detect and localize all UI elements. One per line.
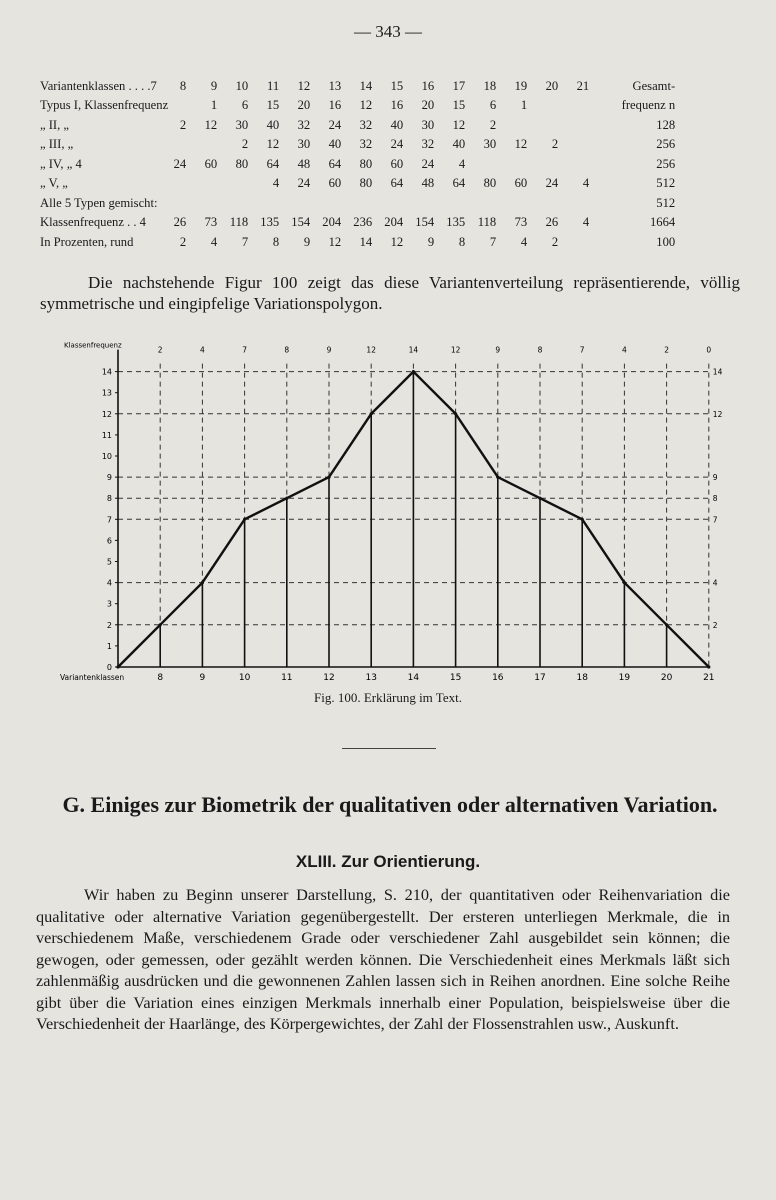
right-value-label: 9 <box>712 473 718 483</box>
table-cell: 64 <box>390 176 404 190</box>
table-cell: 8 <box>272 234 280 249</box>
top-value-label: 12 <box>366 345 376 355</box>
table-cell <box>168 133 186 153</box>
table-cell: 24 <box>545 176 559 190</box>
table-cell: 16 <box>390 98 404 112</box>
top-value-label: 4 <box>200 345 205 355</box>
table-cell: 7 <box>241 234 249 249</box>
table-cell <box>558 113 589 133</box>
table-cell: 14 <box>359 78 373 93</box>
intro-text: Die nachstehende Figur 100 zeigt das diese Variantenverteilung repräsentierende, völlig symmetrische und eingipfelige Variationspolygon. <box>40 273 740 313</box>
table-cell: 80 <box>359 156 373 171</box>
table-cell: 9 <box>427 234 435 249</box>
table-cell: 40 <box>452 137 466 151</box>
body-text: Wir haben zu Beginn unserer Darstellung, S. 210, der quantitativen oder Reihenvariation die qualitative oder alternative Variation gegenübergestellt. Der ersteren unterliegen Merkmale, die in verschiedenem Maße, verschiedenem Grade oder verschiedener Zahl ausgebildet sein können; die gewogen, oder gemessen, oder gezählt werden können. Die Verschiedenheit eines Merkmals läßt sich zahlenmäßig ausdrücken und die gewonnenen Zahlen lassen sich in Reihen anordnen. Eine solche Reihe gibt über die Variation eines einzigen Merkmals innerhalb einer Population, beispielsweise über die Verschiedenheit der Haarlänge, des Körpergewichtes, der Zahl der Flossenstrahlen usw., Auskunft. <box>36 885 730 1033</box>
row-label: Variantenklassen . . . .7 <box>40 78 157 93</box>
table-cell: 9 <box>303 234 311 249</box>
row-label: „ V, „ <box>40 176 68 190</box>
table-cell: 80 <box>359 176 373 190</box>
data-point <box>707 665 710 668</box>
table-cell: 8 <box>179 78 187 93</box>
table-cell <box>496 113 527 133</box>
table-cell: 80 <box>235 156 249 171</box>
section-title: G. Einiges zur Biometrik der qualitativen oder alternativen Variation. <box>62 792 718 817</box>
table-cell <box>558 191 589 211</box>
table-cell <box>527 152 558 172</box>
top-value-label: 12 <box>450 345 461 355</box>
y-tick-label: 7 <box>106 515 112 525</box>
table-cell <box>558 152 589 172</box>
table-cell: 12 <box>390 234 404 249</box>
data-point <box>243 518 246 521</box>
x-tick-label: 14 <box>407 673 420 682</box>
table-cell <box>217 191 248 211</box>
table-cell: 24 <box>390 137 404 151</box>
y-tick-label: 3 <box>106 599 112 609</box>
right-value-label: 7 <box>712 515 718 525</box>
table-cell: 32 <box>359 117 373 132</box>
table-cell <box>168 94 186 114</box>
x-tick-label: 10 <box>238 673 251 682</box>
row-label: „ II, „ <box>40 117 70 132</box>
table-row <box>40 152 675 172</box>
table-cell <box>434 191 465 211</box>
data-point <box>201 581 204 584</box>
table-cell: 4 <box>582 215 590 229</box>
table-cell: 32 <box>359 137 373 151</box>
y-tick-label: 5 <box>106 557 112 567</box>
data-point <box>623 581 626 584</box>
y-tick-label: 12 <box>101 409 112 419</box>
table-cell: 9 <box>210 78 218 93</box>
y-tick-label: 13 <box>101 388 112 398</box>
table-cell: 24 <box>328 117 342 132</box>
x-tick-label: 20 <box>660 673 673 682</box>
row-label: „ III, „ <box>40 137 74 151</box>
table-cell: 24 <box>173 156 187 171</box>
table-cell: 12 <box>266 137 280 151</box>
data-point <box>581 518 584 521</box>
x-tick-label: 8 <box>157 673 164 682</box>
table-cell <box>558 230 589 250</box>
table-cell: 15 <box>452 98 466 112</box>
total-cell: 1664 <box>649 215 676 229</box>
data-point <box>454 412 457 415</box>
table-cell: 12 <box>328 234 342 249</box>
table-cell: 12 <box>204 117 218 132</box>
table-cell <box>527 191 558 211</box>
total-cell: 256 <box>656 137 676 151</box>
section-divider <box>342 748 436 749</box>
table-cell: 80 <box>483 176 497 190</box>
table-cell: 30 <box>421 117 435 132</box>
table-cell: 13 <box>328 78 342 93</box>
table-cell: 2 <box>179 234 187 249</box>
table-cell <box>527 94 558 114</box>
variant-table <box>40 74 675 250</box>
top-value-label: 2 <box>664 345 669 355</box>
x-tick-label: 9 <box>199 673 206 682</box>
y-tick-label: 6 <box>106 536 112 546</box>
row-label: Alle 5 Typen gemischt: <box>40 195 158 210</box>
x-tick-label: 17 <box>534 673 546 682</box>
right-value-label: 4 <box>712 578 718 588</box>
table-row <box>40 191 675 211</box>
table-cell <box>403 191 434 211</box>
y-tick-label: 14 <box>101 367 112 377</box>
table-cell: 7 <box>489 234 497 249</box>
table-cell <box>341 191 372 211</box>
table-cell: 17 <box>452 78 466 93</box>
data-point <box>665 623 668 626</box>
variation-polygon-chart <box>40 332 740 682</box>
table-cell: 2 <box>551 137 559 151</box>
table-cell: 2 <box>489 117 497 132</box>
table-cell: 30 <box>235 117 249 132</box>
x-tick-label: 16 <box>492 673 504 682</box>
table-cell <box>186 191 217 211</box>
table-cell: 64 <box>328 156 342 171</box>
table-cell: 118 <box>229 215 249 229</box>
table-cell: 12 <box>514 137 528 151</box>
table-row <box>40 211 675 231</box>
top-value-label: 8 <box>537 345 543 355</box>
table-cell: 4 <box>582 176 590 190</box>
x-tick-label: 13 <box>365 673 377 682</box>
table-cell: 236 <box>353 215 373 229</box>
total-cell: 256 <box>656 156 676 171</box>
table-row <box>40 230 675 250</box>
table-cell: 154 <box>415 215 435 229</box>
data-point <box>496 476 499 479</box>
table-cell: 32 <box>297 117 311 132</box>
table-cell: 2 <box>241 137 249 151</box>
table-cell <box>496 152 527 172</box>
body-paragraph <box>36 884 730 1035</box>
table-cell: 12 <box>359 98 373 112</box>
table-cell: 20 <box>545 78 559 93</box>
table-cell: 12 <box>297 78 311 93</box>
table-cell <box>372 191 403 211</box>
table-cell: 20 <box>421 98 435 112</box>
table-cell: 48 <box>297 156 311 171</box>
table-cell: 60 <box>204 156 218 171</box>
table-cell: 60 <box>390 156 404 171</box>
top-value-label: 7 <box>579 345 585 355</box>
table-cell <box>527 113 558 133</box>
row-label: „ IV, „ 4 <box>40 156 82 171</box>
table-cell: 14 <box>359 234 373 249</box>
table-cell: 2 <box>179 117 187 132</box>
table-cell: 73 <box>514 215 528 229</box>
total-cell: 512 <box>656 195 676 210</box>
table-cell: 30 <box>483 137 497 151</box>
total-cell: frequenz n <box>621 98 676 112</box>
table-cell: 20 <box>297 98 311 112</box>
y-tick-label: 11 <box>101 430 112 440</box>
table-cell: 16 <box>328 98 342 112</box>
table-cell <box>279 191 310 211</box>
data-point <box>327 476 330 479</box>
table-cell: 64 <box>266 156 280 171</box>
total-cell: Gesamt- <box>632 78 676 93</box>
figure-caption: Fig. 100. Erklärung im Text. <box>314 690 462 705</box>
table-cell: 40 <box>328 137 342 151</box>
table-cell: 204 <box>322 215 342 229</box>
table-cell: 73 <box>204 215 218 229</box>
table-cell: 2 <box>551 234 559 249</box>
table-cell <box>496 191 527 211</box>
total-cell: 100 <box>656 234 676 249</box>
top-value-label: 9 <box>326 345 332 355</box>
row-label: Typus I, Klassenfrequenz <box>40 98 169 112</box>
x-tick-label: 15 <box>449 673 462 682</box>
table-cell: 4 <box>520 234 528 249</box>
table-cell: 154 <box>291 215 311 229</box>
right-value-label: 2 <box>712 620 718 630</box>
x-tick-label: 19 <box>618 673 631 682</box>
table-cell <box>168 172 186 192</box>
row-label: Klassenfrequenz . . 4 <box>40 215 146 229</box>
table-cell: 19 <box>514 78 528 93</box>
table-cell <box>558 133 589 153</box>
intro-paragraph <box>40 272 740 314</box>
table-cell: 18 <box>483 78 497 93</box>
table-cell <box>168 191 186 211</box>
table-cell: 6 <box>241 98 249 112</box>
data-point <box>538 497 541 500</box>
top-value-label: 9 <box>495 345 501 355</box>
top-value-label: 7 <box>242 345 247 355</box>
top-value-label: 4 <box>622 345 627 355</box>
table-cell: 135 <box>446 215 466 229</box>
table-cell: 21 <box>576 78 590 93</box>
total-cell: 128 <box>656 117 676 132</box>
x-tick-label: 11 <box>281 673 293 682</box>
y-tick-label: 8 <box>106 494 112 504</box>
table-cell <box>558 94 589 114</box>
data-point <box>285 497 288 500</box>
table-cell: 1 <box>210 98 218 112</box>
x-axis-label: Variantenklassen <box>60 673 125 682</box>
table-cell: 40 <box>266 117 280 132</box>
top-value-label: 2 <box>157 345 163 355</box>
table-cell: 32 <box>421 137 435 151</box>
right-value-label: 8 <box>712 494 718 504</box>
y-tick-label: 9 <box>106 473 112 483</box>
x-tick-label: 12 <box>323 673 335 682</box>
total-cell: 512 <box>656 176 676 190</box>
table-cell: 15 <box>390 78 404 93</box>
table-cell: 6 <box>489 98 497 112</box>
x-tick-label: 21 <box>703 673 715 682</box>
table-cell: 26 <box>545 215 559 229</box>
table-cell: 48 <box>421 176 435 190</box>
y-tick-label: 10 <box>101 452 112 461</box>
sub-heading: XLIII. Zur Orientierung. <box>295 852 481 871</box>
table-cell: 11 <box>267 78 280 93</box>
table-row <box>40 74 675 94</box>
table-row <box>40 94 675 114</box>
data-point <box>370 412 373 415</box>
top-value-label: 14 <box>408 345 419 355</box>
right-value-label: 12 <box>712 409 723 419</box>
y-tick-label: 4 <box>106 578 112 588</box>
right-value-label: 14 <box>712 367 723 377</box>
table-row <box>40 113 675 133</box>
table-cell: 4 <box>272 176 280 190</box>
table-cell: 204 <box>384 215 404 229</box>
table-row <box>40 172 675 192</box>
y-tick-label: 2 <box>106 620 112 630</box>
row-label: In Prozenten, rund <box>40 234 134 249</box>
table-cell <box>465 191 496 211</box>
table-cell: 1 <box>520 98 528 112</box>
x-tick-label: 18 <box>576 673 588 682</box>
table-cell: 64 <box>452 176 466 190</box>
table-cell: 135 <box>260 215 280 229</box>
table-cell: 60 <box>328 176 342 190</box>
table-cell <box>186 133 217 153</box>
table-cell: 118 <box>477 215 497 229</box>
table-cell: 24 <box>421 156 435 171</box>
table-cell <box>248 191 279 211</box>
page-number: — 343 — <box>354 22 422 41</box>
data-point <box>412 370 415 373</box>
table-cell: 60 <box>514 176 528 190</box>
table-cell: 40 <box>390 117 404 132</box>
table-row <box>40 133 675 153</box>
table-cell <box>186 172 217 192</box>
table-cell <box>217 172 248 192</box>
top-value-label: 8 <box>284 345 290 355</box>
table-cell: 24 <box>297 176 311 190</box>
table-cell: 4 <box>210 234 218 249</box>
table-cell: 10 <box>235 78 249 93</box>
table-cell: 16 <box>421 78 435 93</box>
top-value-label: 0 <box>706 345 712 355</box>
y-axis-label: Klassenfrequenz <box>64 341 122 350</box>
table-cell: 15 <box>266 98 280 112</box>
data-point <box>159 623 162 626</box>
y-tick-label: 0 <box>106 663 112 672</box>
table-cell <box>310 191 341 211</box>
table-cell: 12 <box>452 117 466 132</box>
table-cell: 30 <box>297 137 311 151</box>
y-tick-label: 1 <box>106 641 112 651</box>
table-cell: 26 <box>173 215 187 229</box>
table-cell <box>465 152 496 172</box>
table-cell: 4 <box>458 156 466 171</box>
table-cell: 8 <box>458 234 466 249</box>
